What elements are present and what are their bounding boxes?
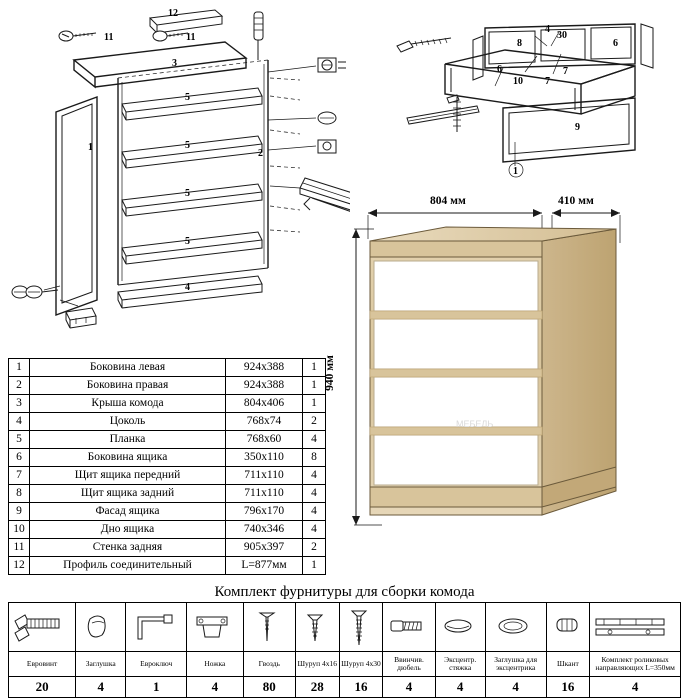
hardware-label: Шуруп 4х16 <box>295 652 339 677</box>
table-row: 10 Дно ящика 740х346 4 <box>9 521 326 539</box>
hardware-label: Шкант <box>546 652 590 677</box>
svg-text:5: 5 <box>185 140 190 151</box>
height-dimension-label: 940 мм <box>323 355 336 391</box>
depth-dimension-label: 410 мм <box>558 195 594 207</box>
euro-screw-icon <box>153 31 188 41</box>
euro-screw-icon <box>59 31 96 41</box>
svg-text:6: 6 <box>497 64 502 75</box>
table-row: 9 Фасад ящика 796х170 4 <box>9 503 326 521</box>
svg-text:7: 7 <box>545 76 550 87</box>
svg-text:4: 4 <box>185 282 190 293</box>
screw-4x16-icon <box>295 603 339 652</box>
exploded-cabinet-diagram <box>0 0 350 350</box>
dowel-icon <box>383 603 435 652</box>
hardware-label: Ножка <box>187 652 244 677</box>
hardware-count: 4 <box>383 677 435 698</box>
parts-table-body <box>9 359 326 575</box>
nail-icon <box>243 603 295 652</box>
hardware-icons-row <box>9 603 681 652</box>
hardware-kit-title: Комплект фурнитуры для сборки комода <box>214 584 475 600</box>
hardware-count: 4 <box>76 677 126 698</box>
cam-lock-icon <box>12 286 58 298</box>
svg-text:9: 9 <box>575 122 580 133</box>
table-row: 7 Щит ящика передний 711х110 4 <box>9 467 326 485</box>
leg-icon <box>66 308 96 328</box>
svg-text:МЕБЕЛЬ: МЕБЕЛЬ <box>456 419 494 429</box>
svg-text:11: 11 <box>104 32 114 43</box>
table-row: 2 Боковина правая 924х388 1 <box>9 377 326 395</box>
hardware-label: Заглушка для эксцентрика <box>485 652 546 677</box>
table-row: 3 Крыша комода 804х406 1 <box>9 395 326 413</box>
cam-lock-icon <box>435 603 485 652</box>
finished-chest-dimensions <box>323 195 682 540</box>
hardware-label: Шуруп 4х30 <box>339 652 383 677</box>
cam-lock-icon <box>318 140 336 153</box>
screw-4x30-icon <box>339 603 383 652</box>
svg-text:7: 7 <box>563 66 568 77</box>
svg-text:1: 1 <box>88 142 93 153</box>
hardware-label: Комплект роликовых направляющих L=350мм <box>590 652 681 677</box>
svg-text:1: 1 <box>513 166 518 177</box>
hardware-label: Евровинт <box>9 652 76 677</box>
svg-text:11: 11 <box>186 32 196 43</box>
table-row: 1 Боковина левая 924х388 1 <box>9 359 326 377</box>
table-row: 12 Профиль соединительный L=877мм 1 <box>9 557 326 575</box>
parts-table <box>8 358 326 575</box>
hardware-labels-row <box>9 652 681 677</box>
svg-text:6: 6 <box>613 38 618 49</box>
wood-dowel-icon <box>546 603 590 652</box>
screw-icon <box>304 198 310 210</box>
exploded-drawer-diagram <box>385 2 685 182</box>
euro-screw-icon <box>9 603 76 652</box>
wood-dowel-icon <box>254 12 263 60</box>
svg-text:4: 4 <box>545 24 550 35</box>
svg-text:8: 8 <box>517 38 522 49</box>
table-row: 4 Цоколь 768х74 2 <box>9 413 326 431</box>
cam-cap-icon <box>485 603 546 652</box>
slide-rail-icon <box>590 603 681 652</box>
cap-icon <box>76 603 126 652</box>
hardware-count: 4 <box>187 677 244 698</box>
table-row: 11 Стенка задняя 905х397 2 <box>9 539 326 557</box>
svg-text:12: 12 <box>168 8 178 19</box>
hardware-count: 16 <box>339 677 383 698</box>
hardware-count: 4 <box>485 677 546 698</box>
hardware-label: Гвоздь <box>243 652 295 677</box>
hardware-counts-row <box>9 677 681 698</box>
slide-rail-icon <box>407 106 479 124</box>
hardware-table <box>8 602 681 698</box>
hardware-count: 28 <box>295 677 339 698</box>
hardware-count: 16 <box>546 677 590 698</box>
cam-cap-icon <box>318 112 336 124</box>
screw-4x16-icon <box>447 95 461 132</box>
plank-group <box>122 88 262 264</box>
svg-text:5: 5 <box>185 92 190 103</box>
leg-icon <box>187 603 244 652</box>
euro-key-icon <box>126 603 187 652</box>
svg-text:30: 30 <box>557 30 567 41</box>
screw-4x30-icon <box>397 38 451 52</box>
svg-text:5: 5 <box>185 188 190 199</box>
hardware-count: 4 <box>590 677 681 698</box>
svg-text:10: 10 <box>513 76 523 87</box>
table-row: 5 Планка 768х60 4 <box>9 431 326 449</box>
chest-drawing <box>330 195 682 540</box>
hardware-label: Заглушка <box>76 652 126 677</box>
hardware-count: 80 <box>243 677 295 698</box>
hardware-label: Эксцентр. стяжка <box>435 652 485 677</box>
width-dimension-label: 804 мм <box>430 195 466 207</box>
hardware-count: 20 <box>9 677 76 698</box>
svg-text:2: 2 <box>258 148 263 159</box>
svg-text:3: 3 <box>172 58 177 69</box>
table-row: 8 Щит ящика задний 711х110 4 <box>9 485 326 503</box>
table-row: 6 Боковина ящика 350х110 8 <box>9 449 326 467</box>
hardware-count: 4 <box>435 677 485 698</box>
svg-text:5: 5 <box>185 236 190 247</box>
cam-lock-icon <box>318 58 346 72</box>
hardware-label: Ввинчив. дюбель <box>383 652 435 677</box>
hardware-count: 1 <box>126 677 187 698</box>
hardware-label: Евроключ <box>126 652 187 677</box>
